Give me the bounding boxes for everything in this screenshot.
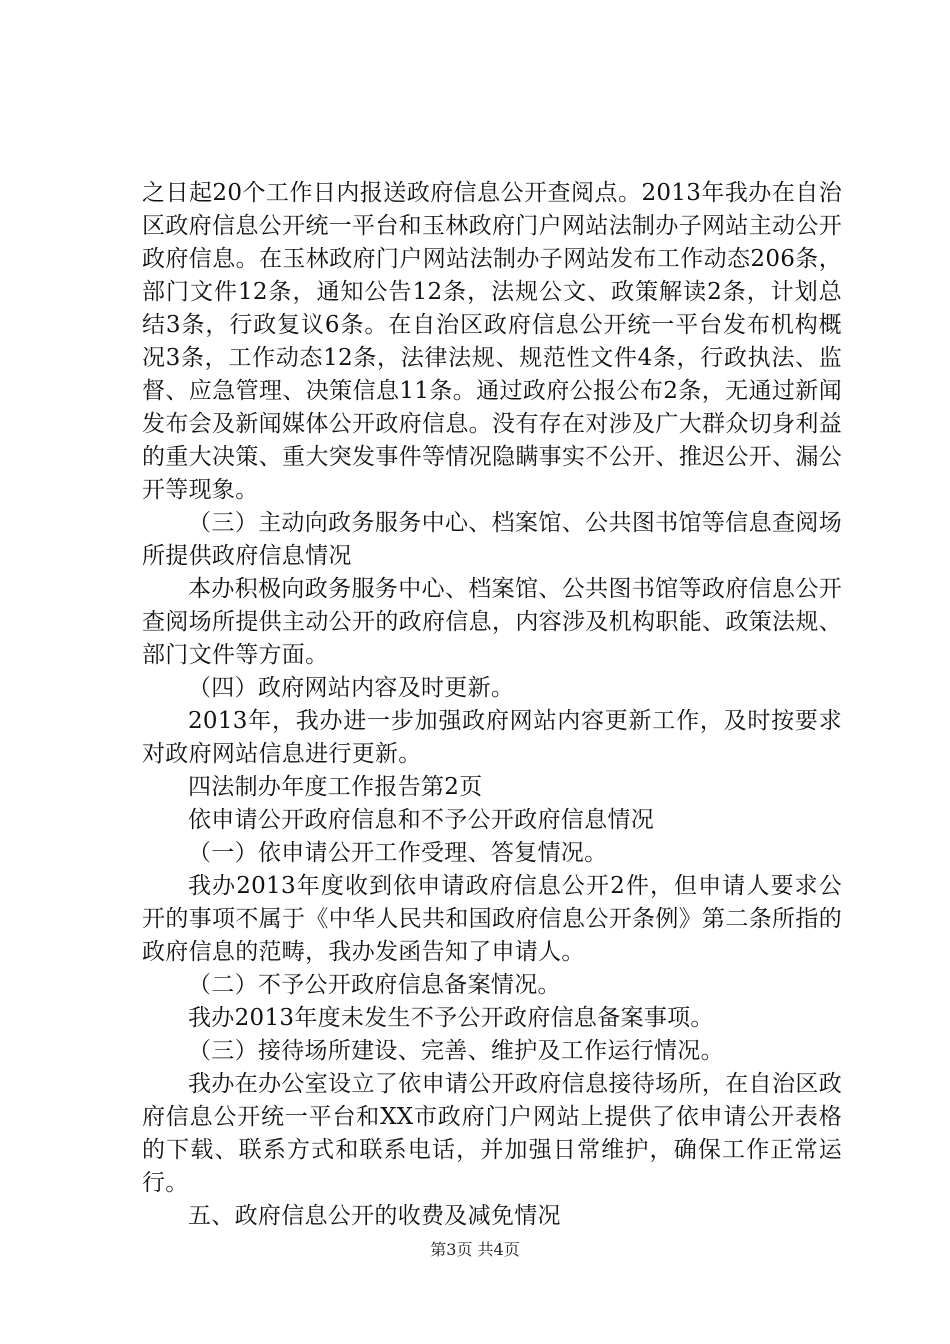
section-heading-fees: 五、政府信息公开的收费及减免情况 [188,1203,561,1229]
paragraph-reception-site: 我办在办公室设立了依申请公开政府信息接待场所，在自治区政府信息公开统一平台和XX市政府门户网站上提供了依申请公开表格的下载、联系方式和联系电话，并加强日常维护，确保工作正常运行。 [142,1071,842,1196]
paragraph-application-handling: 我办2013年度收到依申请政府信息公开2件，但申请人要求公开的事项不属于《中华人民共和国政府信息公开条例》第二条所指的政府信息的范畴，我办发函告知了申请人。 [142,873,842,965]
heading-3-reception-site: （三）接待场所建设、完善、维护及工作运行情况。 [188,1038,724,1064]
document-body [142,177,842,1233]
page-marker-line: 四法制办年度工作报告第2页 [188,774,483,800]
paragraph-info-access-sites: 本办积极向政务服务中心、档案馆、公共图书馆等政府信息公开查阅场所提供主动公开的政府信息，内容涉及机构职能、政策法规、部门文件等方面。 [142,576,842,668]
page-footer: 第3页 共4页 [430,1240,520,1259]
paragraph-website-update: 2013年，我办进一步加强政府网站内容更新工作，及时按要求对政府网站信息进行更新。 [142,708,842,767]
heading-3-info-access-sites: （三）主动向政务服务中心、档案馆、公共图书馆等信息查阅场所提供政府信息情况 [142,510,842,569]
section-heading-application: 依申请公开政府信息和不予公开政府信息情况 [188,807,654,833]
paragraph-1: 之日起20个工作日内报送政府信息公开查阅点。2013年我办在自治区政府信息公开统一平台和玉林政府门户网站法制办子网站主动公开政府信息。在玉林政府门户网站法制办子网站发布工作动态206条，部门文件12条，通知公告12条，法规公文、政策解读2条，计划总结3条，行政复议6条。在自治区政府信息公开统一平台发布机构概况3条，工作动态12条，法律法规、规范性文件4条，行政执法、监督、应急管理、决策信息11条。通过政府公报公布2条，无通过新闻发布会及新闻媒体公开政府信息。没有存在对涉及广大群众切身利益的重大决策、重大突发事件等情况隐瞒事实不公开、推迟公开、漏公开等现象。 [142,180,842,503]
heading-4-website-update: （四）政府网站内容及时更新。 [188,675,515,701]
heading-2-non-disclosure-filing: （二）不予公开政府信息备案情况。 [188,972,561,998]
heading-1-application-handling: （一）依申请公开工作受理、答复情况。 [188,840,608,866]
paragraph-non-disclosure-filing: 我办2013年度未发生不予公开政府信息备案事项。 [188,1005,714,1031]
